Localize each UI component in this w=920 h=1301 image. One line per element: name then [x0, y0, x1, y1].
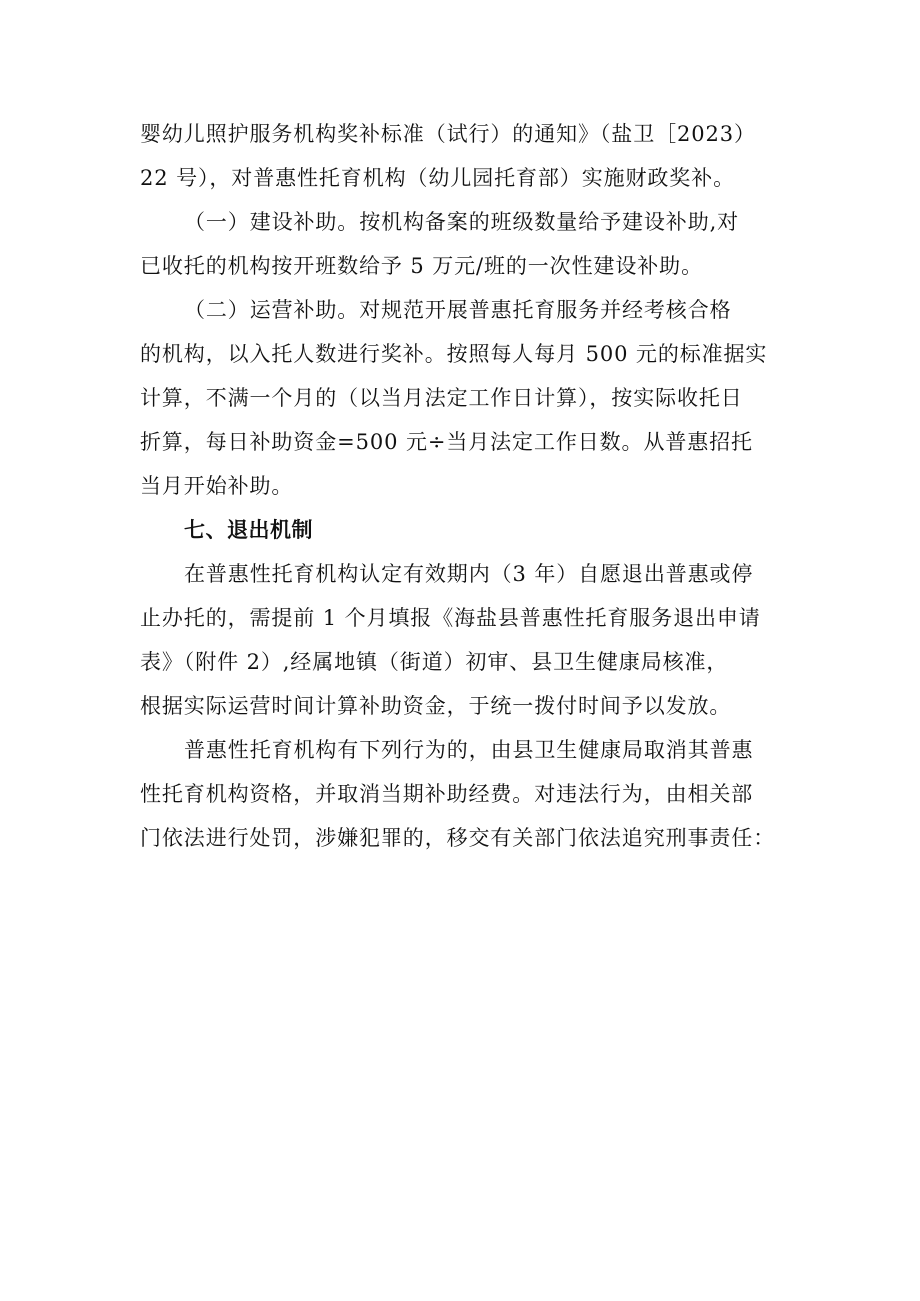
text-line: 性托育机构资格，并取消当期补助经费。对违法行为，由相关部: [140, 782, 754, 806]
text-line: 普惠性托育机构有下列行为的，由县卫生健康局取消其普惠: [184, 738, 754, 762]
text-line: 在普惠性托育机构认定有效期内（3 年）自愿退出普惠或停: [184, 562, 754, 586]
text-line: 22 号），对普惠性托育机构（幼儿园托育部）实施财政奖补。: [140, 166, 735, 190]
section-heading: [140, 508, 790, 552]
text-line: （二）运营补助。对规范开展普惠托育服务并经考核合格: [184, 298, 732, 322]
paragraph-continuation: [140, 112, 790, 200]
paragraph-disqualification: [140, 728, 790, 860]
paragraph-construction-subsidy: [140, 200, 790, 288]
text-line: 止办托的，需提前 1 个月填报《海盐县普惠性托育服务退出申请: [140, 606, 761, 630]
paragraph-operating-subsidy: [140, 288, 790, 508]
text-line: 门依法进行处罚，涉嫌犯罪的，移交有关部门依法追究刑事责任：: [140, 826, 776, 850]
text-line: （一）建设补助。按机构备案的班级数量给予建设补助,对: [184, 210, 740, 234]
text-line: 根据实际运营时间计算补助资金，于统一拨付时间予以发放。: [140, 694, 732, 718]
text-line: 折算，每日补助资金=500 元÷当月法定工作日数。从普惠招托: [140, 430, 753, 454]
text-line: 的机构，以入托人数进行奖补。按照每人每月 500 元的标准据实: [140, 342, 768, 366]
text-line: 表》（附件 2）,经属地镇（街道）初审、县卫生健康局核准，: [140, 650, 729, 674]
text-line: 当月开始补助。: [140, 474, 294, 498]
text-line: 已收托的机构按开班数给予 5 万元/班的一次性建设补助。: [140, 254, 703, 278]
section-heading-text: 七、退出机制: [184, 518, 313, 542]
text-line: 计算，不满一个月的（以当月法定工作日计算），按实际收托日: [140, 386, 743, 410]
text-line: 婴幼儿照护服务机构奖补标准（试行）的通知》（盐卫［2023）: [140, 122, 756, 146]
paragraph-voluntary-exit: [140, 552, 790, 728]
document-page: [140, 112, 790, 860]
